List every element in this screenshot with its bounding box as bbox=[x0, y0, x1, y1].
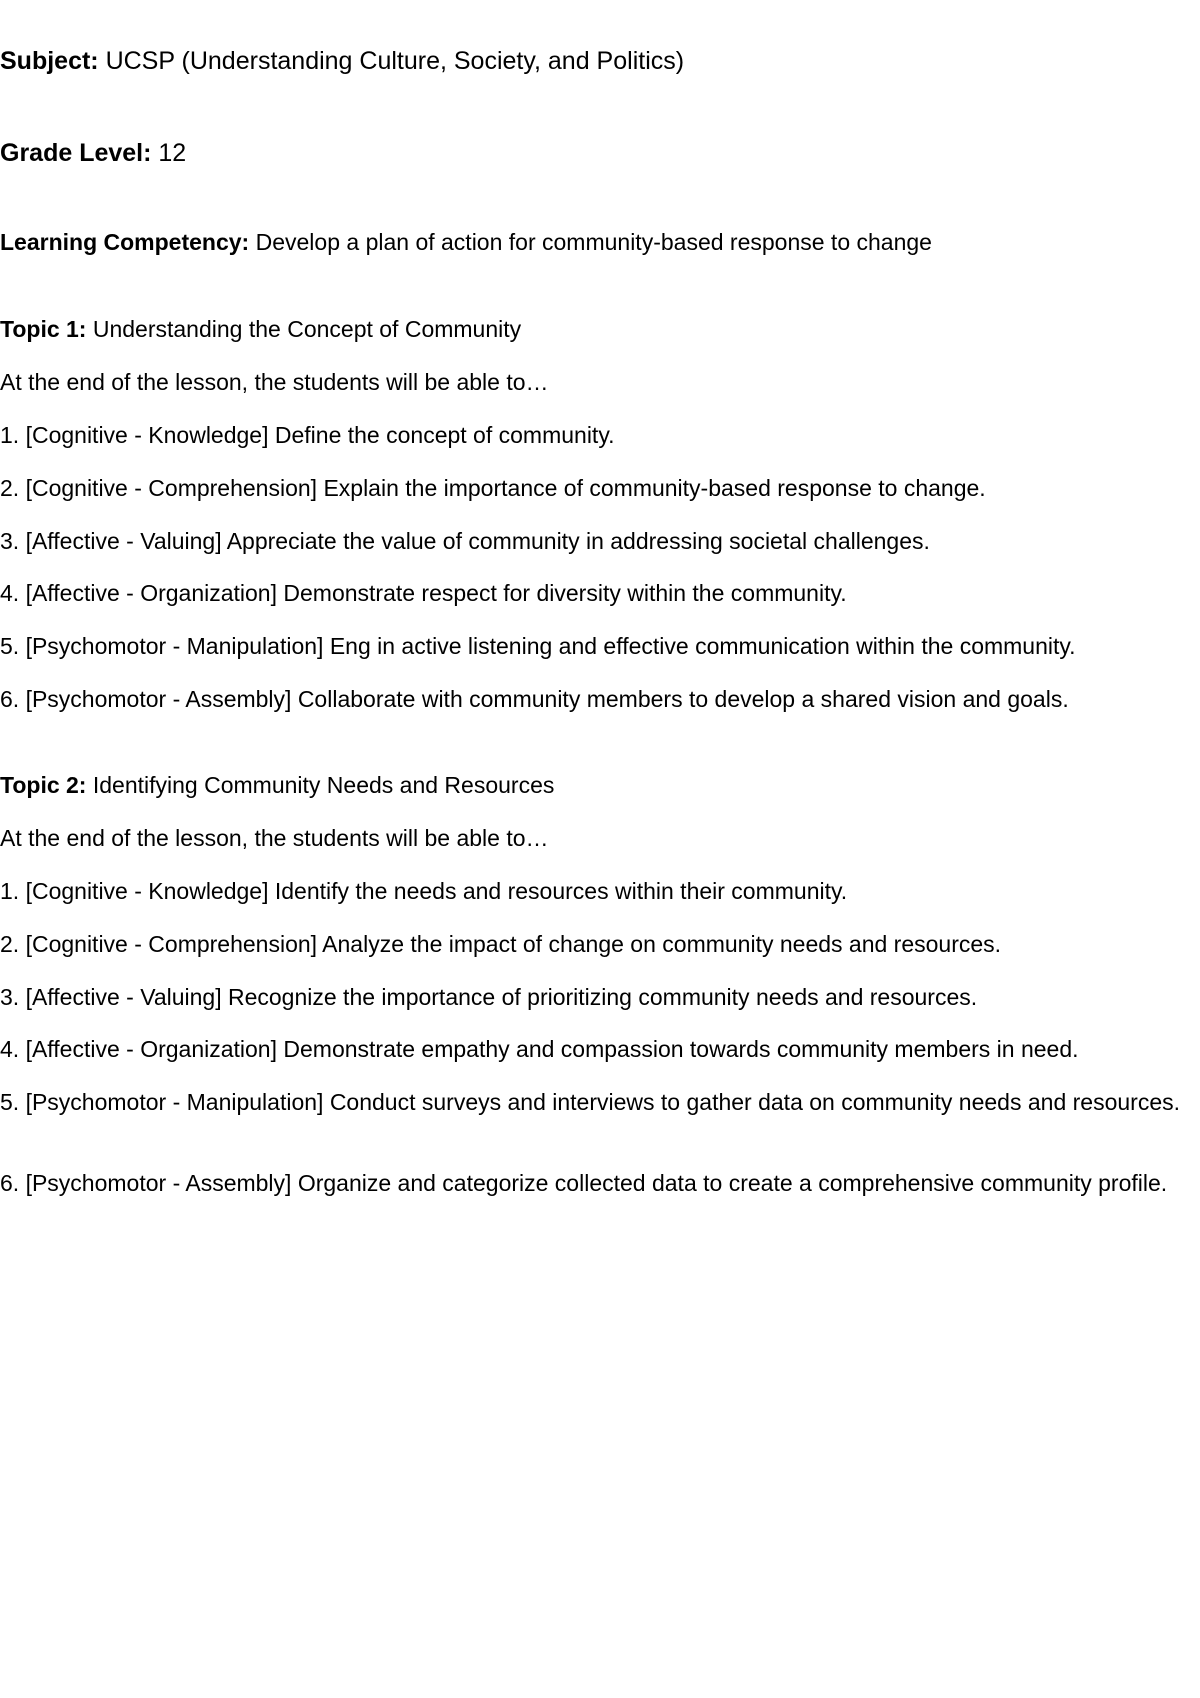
topic-intro: At the end of the lesson, the students will be able to… bbox=[0, 369, 549, 395]
objective-item: 2. [Cognitive - Comprehension] Analyze the impact of change on community needs and resources. bbox=[0, 931, 1002, 957]
topic-heading bbox=[0, 315, 1180, 343]
objective-item: 5. [Psychomotor - Manipulation] Conduct surveys and interviews to gather data on community needs and resources. bbox=[0, 1089, 1180, 1115]
grade-value: 12 bbox=[151, 139, 187, 167]
objective-item: 6. [Psychomotor - Assembly] Collaborate with community members to develop a shared vision and goals. bbox=[0, 686, 1069, 712]
objective-item: 1. [Cognitive - Knowledge] Define the concept of community. bbox=[0, 422, 615, 448]
subject-value: UCSP (Understanding Culture, Society, and Politics) bbox=[98, 47, 685, 75]
objective-item: 4. [Affective - Organization] Demonstrate empathy and compassion towards community members in need. bbox=[0, 1036, 1079, 1062]
grade-line bbox=[0, 138, 1180, 168]
subject-line bbox=[0, 46, 1180, 76]
competency-label: Learning Competency: bbox=[0, 229, 250, 255]
topic-heading bbox=[0, 771, 1180, 799]
objective-item: 5. [Psychomotor - Manipulation] Eng in active listening and effective communication within the community. bbox=[0, 633, 1076, 659]
topic-title: Understanding the Concept of Community bbox=[86, 316, 522, 342]
competency-line bbox=[0, 228, 1180, 256]
objective-item: 1. [Cognitive - Knowledge] Identify the needs and resources within their community. bbox=[0, 878, 848, 904]
objective-item: 3. [Affective - Valuing] Recognize the importance of prioritizing community needs and resources. bbox=[0, 984, 978, 1010]
objective-item: 3. [Affective - Valuing] Appreciate the value of community in addressing societal challenges. bbox=[0, 528, 930, 554]
grade-label: Grade Level: bbox=[0, 139, 152, 167]
objective-item: 4. [Affective - Organization] Demonstrate respect for diversity within the community. bbox=[0, 580, 847, 606]
topic-label: Topic 2: bbox=[0, 772, 87, 798]
topic-label: Topic 1: bbox=[0, 316, 87, 342]
competency-value: Develop a plan of action for community-based response to change bbox=[249, 229, 932, 255]
topic-intro: At the end of the lesson, the students will be able to… bbox=[0, 825, 549, 851]
subject-label: Subject: bbox=[0, 47, 99, 75]
objective-item: 6. [Psychomotor - Assembly] Organize and categorize collected data to create a comprehensive community profile. bbox=[0, 1170, 1168, 1196]
topic-title: Identifying Community Needs and Resources bbox=[86, 772, 555, 798]
objective-item: 2. [Cognitive - Comprehension] Explain the importance of community-based response to change. bbox=[0, 475, 986, 501]
